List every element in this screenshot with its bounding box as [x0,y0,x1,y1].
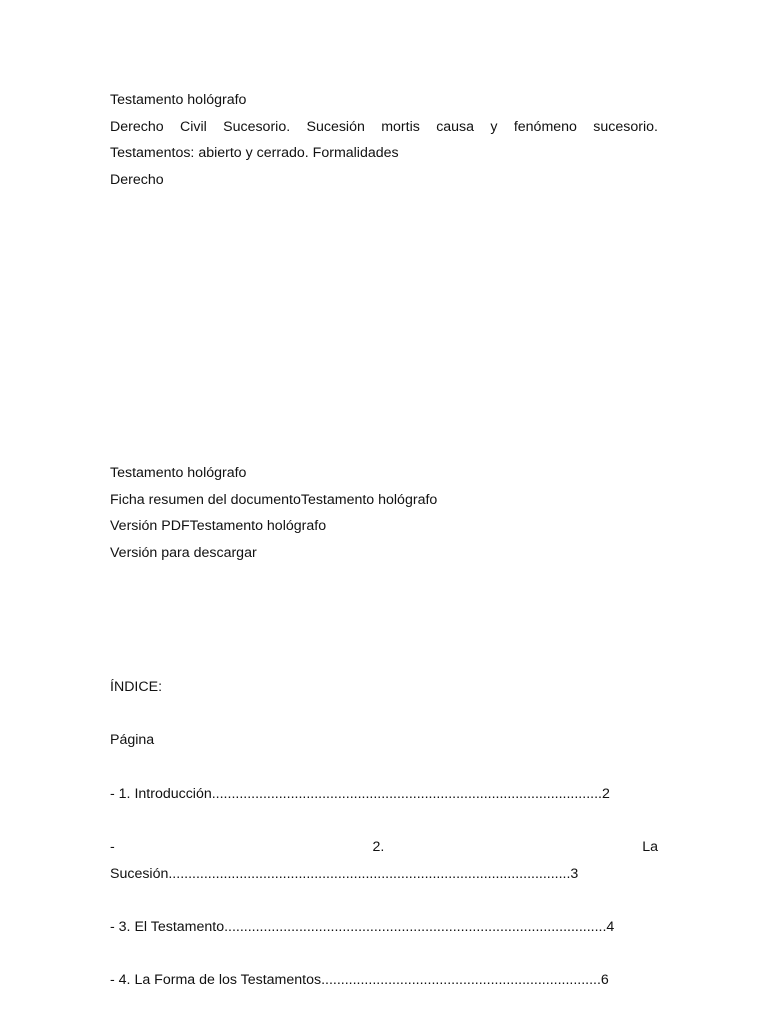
toc-entry-forma-testamentos: - 4. La Forma de los Testamentos.......................................................................6 [110,972,609,988]
toc-page-label: Página [110,732,155,748]
toc-entry-testamento: - 3. El Testamento.................................................................................................4 [110,919,615,935]
subtitle-word: causa [436,118,475,135]
summary-download-link[interactable]: Versión para descargar [110,544,257,561]
subtitle-word: sucesorio. [593,118,658,135]
document-header [110,87,658,193]
subtitle-word: Derecho [110,118,164,135]
toc-word: - [110,839,115,855]
subtitle-word: Civil [179,118,207,135]
toc-entry-introduccion: - 1. Introducción...................................................................................................2 [110,786,610,802]
document-subtitle-line1 [110,114,658,141]
document-subtitle-line2: Testamentos: abierto y cerrado. Formalidades [110,145,399,161]
document-title: Testamento hológrafo [110,92,247,108]
summary-title: Testamento hológrafo [110,465,247,481]
toc-heading: ÍNDICE: [110,679,163,695]
document-category: Derecho [110,171,164,188]
toc-entry-sucesion-line1 [110,834,658,861]
toc-entry-sucesion [110,834,658,887]
subtitle-word: Sucesorio. [223,118,291,135]
subtitle-word: fenómeno [513,118,577,135]
subtitle-word: mortis [381,118,420,135]
toc-word: La [642,839,658,855]
document-summary [110,460,658,566]
summary-pdf-link[interactable]: Versión PDFTestamento hológrafo [110,518,327,534]
summary-ficha-link[interactable]: Ficha resumen del documentoTestamento hológrafo [110,491,438,508]
subtitle-word: Sucesión [306,118,365,135]
subtitle-word: y [490,118,498,135]
toc-entry-sucesion-line2: Sucesión......................................................................................................3 [110,865,579,882]
toc-word: 2. [372,839,385,855]
